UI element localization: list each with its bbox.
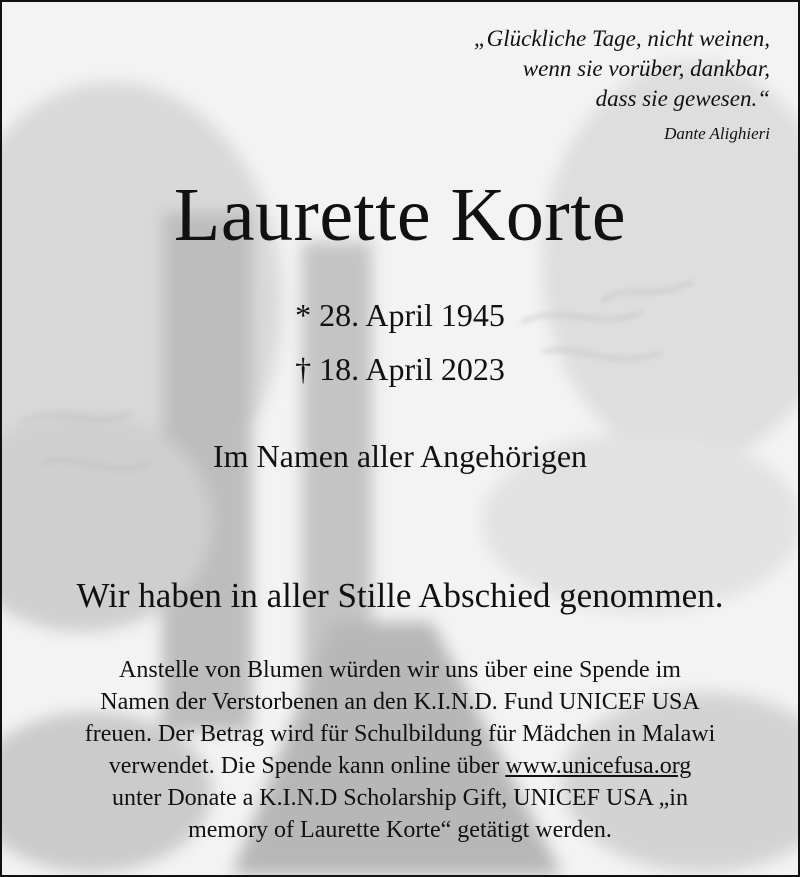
donation-line: Namen der Verstorbenen an den K.I.N.D. Fund UNICEF USA	[100, 689, 700, 715]
donation-line	[32, 750, 768, 782]
unicef-link[interactable]: www.unicefusa.org	[505, 753, 692, 779]
relatives-line: Im Namen aller Angehörigen	[212, 438, 588, 474]
quote-line: „Glückliche Tage, nicht weinen,	[473, 26, 770, 51]
farewell-line: Wir haben in aller Stille Abschied genommen.	[76, 576, 724, 615]
donation-line: freuen. Der Betrag wird für Schulbildung für Mädchen in Malawi	[84, 721, 716, 747]
quote-author: Dante Alighieri	[664, 124, 770, 143]
donation-paragraph	[32, 654, 768, 846]
quote-line: wenn sie vorüber, dankbar,	[522, 56, 770, 81]
death-date: † 18. April 2023	[295, 351, 505, 387]
birth-date: * 28. April 1945	[295, 297, 505, 333]
life-dates	[2, 288, 798, 396]
donation-line: Anstelle von Blumen würden wir uns über eine Spende im	[119, 657, 681, 683]
donation-line: unter Donate a K.I.N.D Scholarship Gift, UNICEF USA „in	[112, 785, 688, 811]
quote	[474, 24, 770, 114]
donation-line: memory of Laurette Korte“ getätigt werden.	[188, 817, 612, 843]
donation-text: verwendet. Die Spende kann online über	[108, 753, 506, 779]
deceased-name: Laurette Korte	[173, 173, 627, 257]
quote-line: dass sie gewesen.“	[595, 86, 770, 111]
